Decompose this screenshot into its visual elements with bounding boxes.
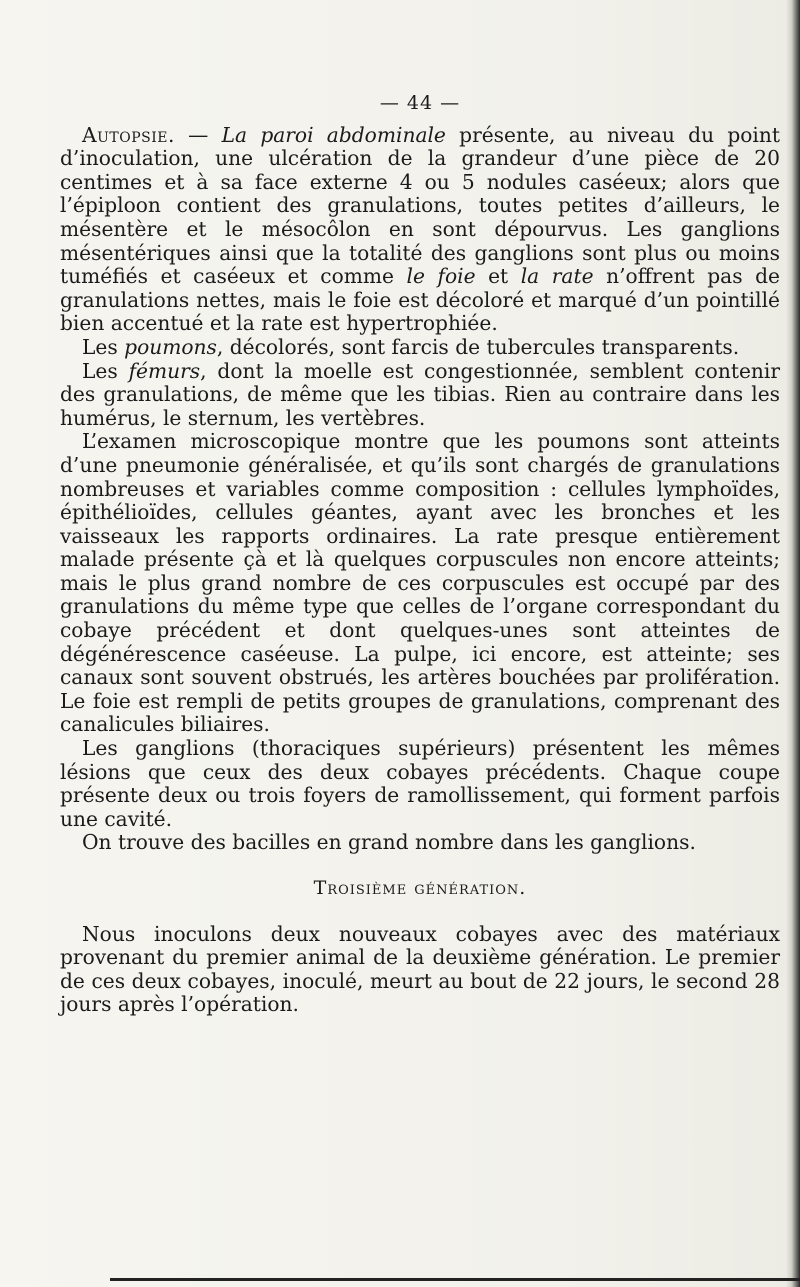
page-number: — 44 — (379, 92, 461, 114)
page-content (60, 92, 780, 1017)
paragraph-bacilles: On trouve des bacilles en grand nombre dans les ganglions. (82, 830, 696, 855)
poumons-lead: Les (82, 334, 125, 359)
autopsie-organ-rate: la rate (520, 264, 594, 289)
bottom-rule (110, 1278, 800, 1281)
autopsie-end: n’offrent pas de granulations nettes, mais le foie est décoloré et marqué d’un pointillé bien accentué et la rate est hypertrophiée. (60, 264, 780, 336)
page-edge-shadow (786, 0, 800, 1287)
autopsie-subject: La paroi abdominale (221, 122, 446, 147)
paragraph-ganglions: Les ganglions (thoraciques supérieurs) présentent les mêmes lésions que ceux des deux cobayes précédents. Chaque coupe présente deux ou trois foyers de ramollissement, qui forment parfois une cavité. (60, 736, 780, 831)
section-heading: Troisième génération. (313, 877, 527, 899)
autopsie-mid: et (475, 264, 521, 289)
paragraph-autopsie (60, 124, 780, 336)
paragraph-femurs (60, 360, 780, 431)
femurs-text: , dont la moelle est congestionnée, semblent contenir des granulations, de même que les tibias. Rien au contraire dans les humérus, le sternum, les vertèbres. (60, 358, 780, 430)
paragraph-examen-microscopique: L’examen microscopique montre que les poumons sont atteints d’une pneumonie généralisée, et qu’ils sont chargés de granulations nombreuses et variables comme composition : cellules lymphoïdes, épithélioïdes, cellules géantes, ayant avec les bronches et les vaisseaux les rapports ordinaires. La rate presque entièrement malade présente çà et là quelques corpuscules non encore atteints; mais le plus grand nombre de ces corpuscules est occupé par des granulations du même type que celles de l’organe correspondant du cobaye précédent et dont quelques-unes sont atteintes de dégénérescence caséeuse. La pulpe, ici encore, est atteinte; ses canaux sont souvent obstrués, les artères bouchées par prolifération. Le foie est rempli de petits groupes de granulations, comprenant des canalicules biliaires. (60, 429, 780, 737)
paragraph-poumons (60, 336, 780, 360)
autopsie-text: présente, au niveau du point d’inoculation, une ulcération de la grandeur d’une pièce de 20 centimes et à sa face externe 4 ou 5 nodules caséeux; alors que l’épiploon contient des granulations, toutes petites d’ailleurs, le mésentère et le mésocôlon en sont dépourvus. Les ganglions mésentériques ainsi que la totalité des ganglions sont plus ou moins tuméfiés et caséeux et comme (60, 122, 780, 289)
paragraph-troisieme-generation: Nous inoculons deux nouveaux cobayes avec des matériaux provenant du premier animal de la deuxième génération. Le premier de ces deux cobayes, inoculé, meurt au bout de 22 jours, le second 28 jours après l’opération. (60, 921, 780, 1017)
autopsie-lead: Autopsie. (82, 122, 175, 147)
femurs-subject: fémurs (128, 358, 201, 383)
poumons-text: , décolorés, sont farcis de tubercules transparents. (216, 334, 740, 359)
femurs-lead: Les (82, 358, 129, 383)
poumons-subject: poumons (124, 334, 217, 359)
autopsie-organ-foie: le foie (406, 264, 476, 289)
autopsie-dash: — (174, 122, 222, 147)
